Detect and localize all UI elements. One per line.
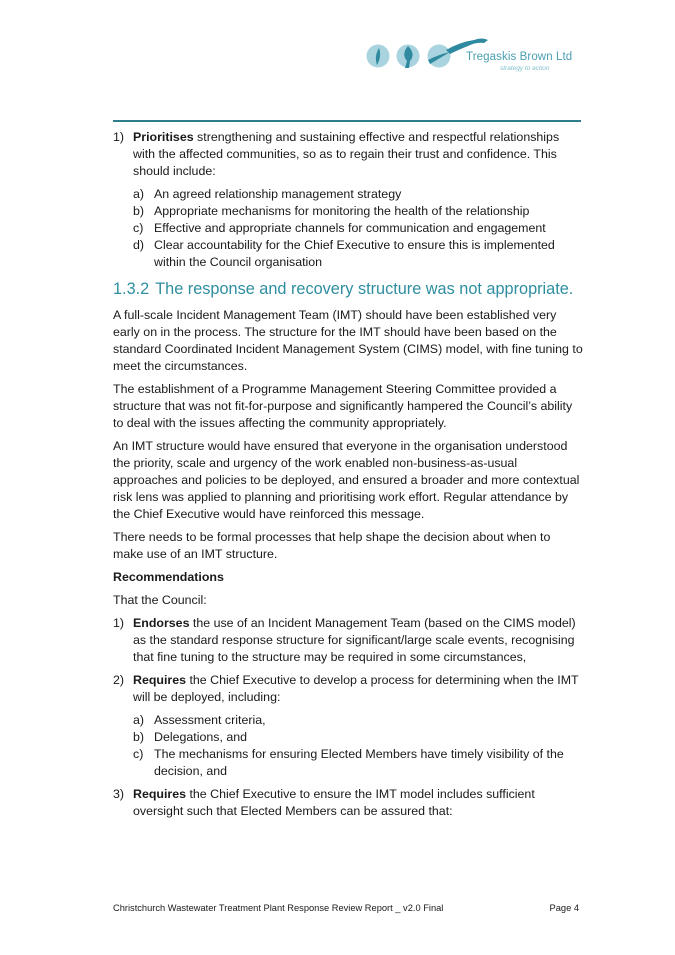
sub-list-item <box>113 186 583 203</box>
list-number: 2) <box>113 673 125 687</box>
recommendation-item <box>113 615 583 666</box>
page-number: Page 4 <box>549 903 579 913</box>
sub-list-item <box>113 220 583 237</box>
list-number: 3) <box>113 787 125 801</box>
logo-tagline: strategy to action <box>500 65 550 72</box>
list-number: 1) <box>113 616 125 630</box>
list-item-keyword: Requires <box>133 787 187 801</box>
sub-text: Clear accountability for the Chief Executive to ensure this is implemented within the Council organisation <box>154 238 555 269</box>
sub-letter: b) <box>133 730 145 744</box>
sub-list-item <box>113 203 583 220</box>
list-item-text: the Chief Executive to ensure the IMT model includes sufficient oversight such that Elected Members can be assured that: <box>133 787 535 818</box>
sub-letter: a) <box>133 713 145 727</box>
recommendations-heading: Recommendations <box>113 570 224 584</box>
sub-list-item <box>113 237 583 271</box>
list-number: 1) <box>113 130 125 144</box>
paragraph: An IMT structure would have ensured that everyone in the organisation understood the priority, scale and urgency of the work enabled non-business-as-usual approaches and policies to be deployed, and ensured a broader and more contextual risk lens was applied to planning and prioritising work effort. Regular attendance by the Chief Executive would have reinforced this message. <box>113 439 580 521</box>
company-logo <box>362 34 573 82</box>
section-title: The response and recovery structure was not appropriate. <box>155 280 574 298</box>
list-item-keyword: Prioritises <box>133 130 194 144</box>
section-heading <box>113 279 583 299</box>
sub-text: An agreed relationship management strategy <box>154 187 402 201</box>
sub-text: The mechanisms for ensuring Elected Members have timely visibility of the decision, and <box>154 747 564 778</box>
sub-list <box>113 712 583 780</box>
list-item-text: strengthening and sustaining effective and respectful relationships with the affected communities, so as to regain their trust and confidence. This should include: <box>133 130 560 178</box>
header-divider <box>113 120 581 122</box>
sub-text: Effective and appropriate channels for communication and engagement <box>154 221 546 235</box>
paragraph: There needs to be formal processes that help shape the decision about when to make use of an IMT structure. <box>113 530 551 561</box>
sub-list-item <box>113 729 583 746</box>
sub-letter: c) <box>133 221 144 235</box>
sub-letter: d) <box>133 238 145 252</box>
list-item-keyword: Requires <box>133 673 187 687</box>
section-number: 1.3.2 <box>113 280 150 298</box>
sub-letter: b) <box>133 204 145 218</box>
list-item-text: the Chief Executive to develop a process for determining when the IMT will be deployed, including: <box>133 673 579 704</box>
list-item-prioritises <box>113 129 583 180</box>
recommendation-item <box>113 672 583 706</box>
sub-list-item <box>113 712 583 729</box>
paragraph: The establishment of a Programme Management Steering Committee provided a structure that was not fit-for-purpose and significantly hampered the Council’s ability to deal with the issues affecting the community appropriately. <box>113 382 573 430</box>
recommendation-item <box>113 786 583 820</box>
sub-text: Appropriate mechanisms for monitoring the health of the relationship <box>154 204 530 218</box>
sub-letter: c) <box>133 747 144 761</box>
sub-text: Assessment criteria, <box>154 713 266 727</box>
list-item-keyword: Endorses <box>133 616 190 630</box>
paragraph: A full-scale Incident Management Team (IMT) should have been established very early on in the process. The structure for the IMT should have been based on the standard Coordinated Incident Management System (CIMS) model, with fine tuning to meet the circumstances. <box>113 308 583 373</box>
logo-company-name: Tregaskis Brown Ltd <box>466 51 573 63</box>
recommendations-intro: That the Council: <box>113 593 207 607</box>
footer-title: Christchurch Wastewater Treatment Plant Response Review Report _ v2.0 Final <box>113 903 444 913</box>
sub-list <box>113 186 583 271</box>
body-content <box>113 129 583 820</box>
sub-list-item <box>113 746 583 780</box>
list-item-text: the use of an Incident Management Team (based on the CIMS model) as the standard response structure for significant/large scale events, recognising that fine tuning to the structure may be required in some circumstances, <box>133 616 576 664</box>
sub-letter: a) <box>133 187 145 201</box>
sub-text: Delegations, and <box>154 730 247 744</box>
